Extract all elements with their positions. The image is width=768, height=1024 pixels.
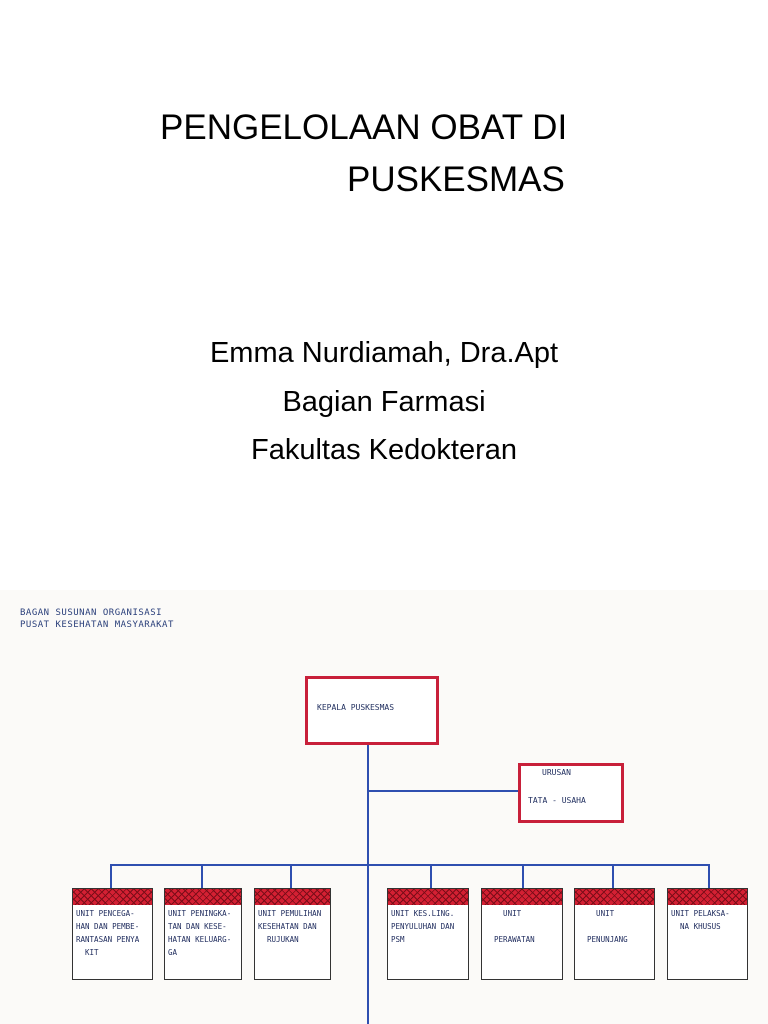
unit-box-label: UNIT PENUNJANG [587,909,628,944]
unit-box-label: UNIT PELAKSA- NA KHUSUS [671,909,730,931]
unit-box-hatched-header [73,889,152,905]
unit-box [481,888,563,980]
org-chart-caption-line-1: BAGAN SUSUNAN ORGANISASI [20,608,163,618]
admin-box-label-1: URUSAN [542,768,571,777]
unit-box [164,888,242,980]
unit-box-hatched-header [668,889,747,905]
unit-box [667,888,748,980]
author-faculty: Fakultas Kedokteran [251,434,517,466]
unit-box-hatched-header [575,889,654,905]
unit-drop-connector [290,864,292,888]
title-line-1: PENGELOLAAN OBAT DI [160,108,568,147]
unit-drop-connector [708,864,710,888]
unit-box-hatched-header [255,889,330,905]
head-box-label: KEPALA PUSKESMAS [317,703,395,712]
units-bus-connector [110,864,710,866]
unit-box-label: UNIT PENINGKA- TAN DAN KESE- HATAN KELUARG- GA [168,909,232,957]
unit-box [387,888,469,980]
unit-box-label: UNIT PERAWATAN [494,909,535,944]
unit-drop-connector [201,864,203,888]
unit-box-hatched-header [388,889,468,905]
title-line-2: PUSKESMAS [347,160,565,199]
author-department: Bagian Farmasi [282,386,486,418]
unit-box [574,888,655,980]
admin-box-label-2: TATA - USAHA [528,796,586,805]
unit-box [72,888,153,980]
unit-box-label: UNIT PENCEGA- HAN DAN PEMBE- RANTASAN PENYA KIT [76,909,140,957]
author-name: Emma Nurdiamah, Dra.Apt [209,337,559,369]
unit-box-hatched-header [482,889,562,905]
unit-box-hatched-header [165,889,241,905]
admin-box [518,763,624,823]
unit-drop-connector [612,864,614,888]
org-chart-caption-line-2: PUSAT KESEHATAN MASYARAKAT [20,620,174,630]
unit-drop-connector [110,864,112,888]
trunk-connector [367,744,369,1024]
admin-connector [367,790,518,792]
unit-box [254,888,331,980]
unit-box-label: UNIT PEMULIHAN KESEHATAN DAN RUJUKAN [258,909,322,944]
unit-box-label: UNIT KES.LING. PENYULUHAN DAN PSM [391,909,455,944]
unit-drop-connector [522,864,524,888]
unit-drop-connector [430,864,432,888]
